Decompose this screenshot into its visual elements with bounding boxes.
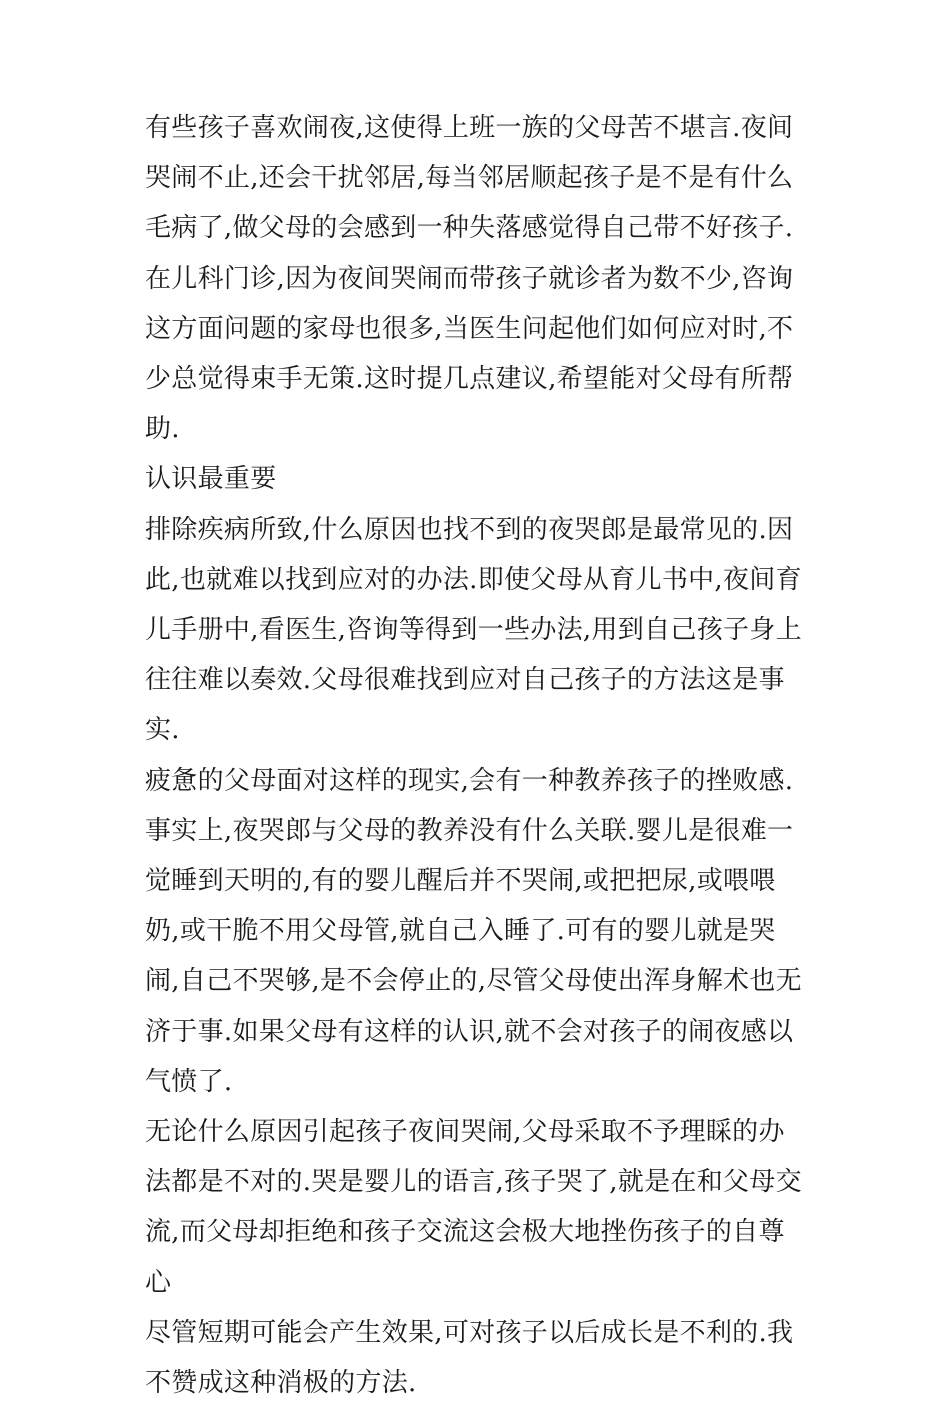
paragraph-intro: 有些孩子喜欢闹夜,这使得上班一族的父母苦不堪言.夜间哭闹不止,还会干扰邻居,每当邻居顺起孩子是不是有什么毛病了,做父母的会感到一种失落感觉得自己带不好孩子. [145,113,794,244]
paragraph-ignoring: 无论什么原因引起孩子夜间哭闹,父母采取不予理睬的办法都是不对的.哭是婴儿的语言,孩子哭了,就是在和父母交流,而父母却拒绝和孩子交流这会极大地挫伤孩子的自尊心 [145,1117,802,1298]
paragraph-conclusion: 尽管短期可能会产生效果,可对孩子以后成长是不利的.我不赞成这种消极的方法. [145,1317,794,1399]
document-body [145,103,810,1408]
section-heading: 认识最重要 [145,464,277,495]
paragraph-frustration: 疲惫的父母面对这样的现实,会有一种教养孩子的挫败感.事实上,夜哭郎与父母的教养没有什么关联.婴儿是很难一觉睡到天明的,有的婴儿醒后并不哭闹,或把把尿,或喂喂奶,或干脆不用父母管,就自己入睡了.可有的婴儿就是哭闹,自己不哭够,是不会停止的,尽管父母使出浑身解术也无济于事.如果父母有这样的认识,就不会对孩子的闹夜感以气愤了. [145,765,802,1097]
paragraph-causes: 排除疾病所致,什么原因也找不到的夜哭郎是最常见的.因此,也就难以找到应对的办法.即使父母从育儿书中,夜间育儿手册中,看医生,咨询等得到一些办法,用到自己孩子身上往往难以奏效.父母很难找到应对自己孩子的方法这是事实. [145,514,802,746]
paragraph-clinic: 在儿科门诊,因为夜间哭闹而带孩子就诊者为数不少,咨询这方面问题的家母也很多,当医生问起他们如何应对时,不少总觉得束手无策.这时提几点建议,希望能对父母有所帮助. [145,263,794,445]
